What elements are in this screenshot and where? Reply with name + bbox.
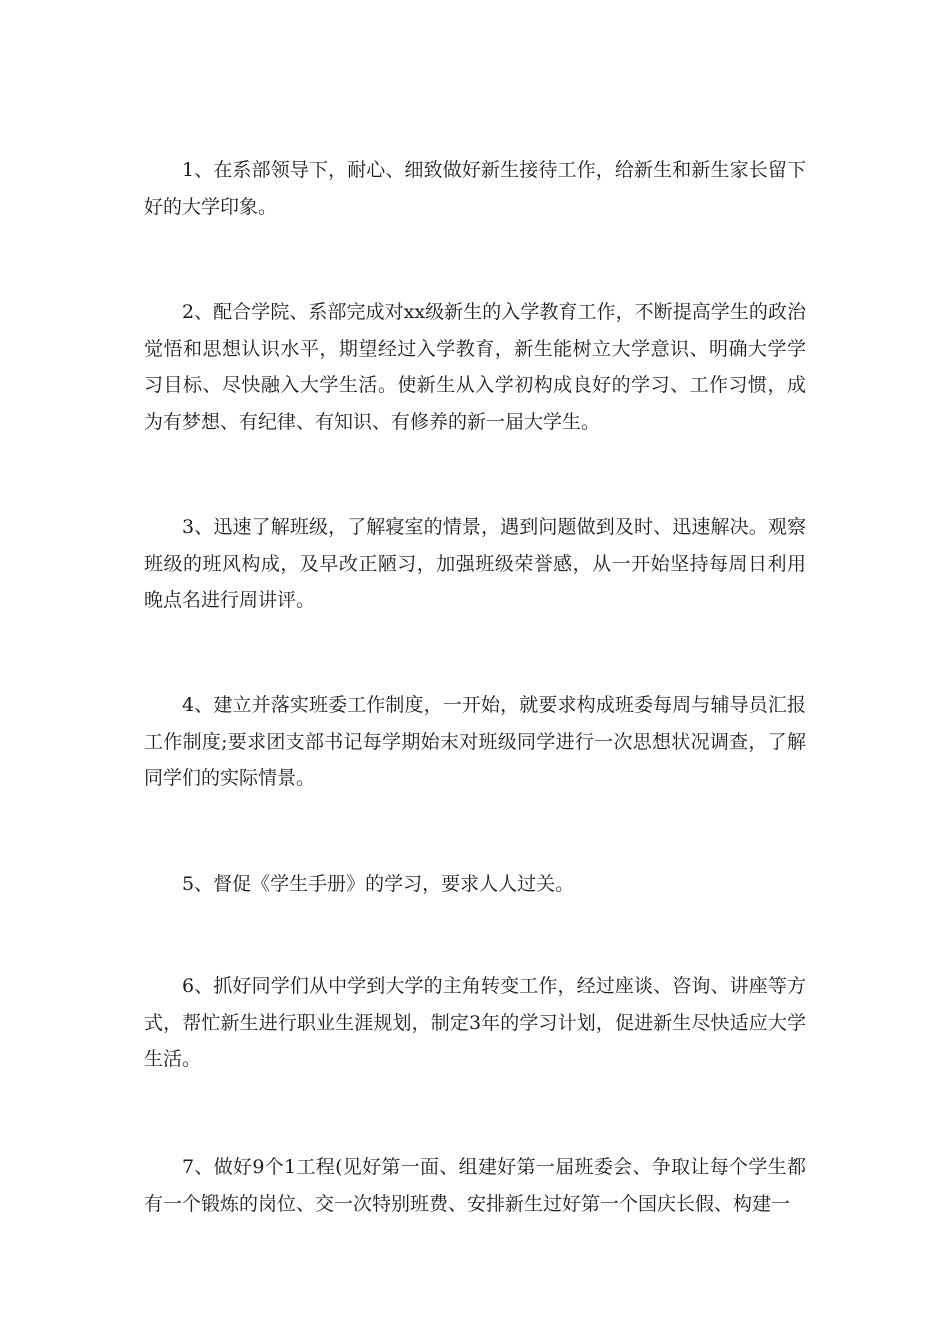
paragraph-3: 3、迅速了解班级，了解寝室的情景，遇到问题做到及时、迅速解决。观察班级的班风构成，及早改正陋习，加强班级荣誉感，从一开始坚持每周日利用晚点名进行周讲评。 bbox=[144, 516, 806, 611]
paragraph-7: 7、做好9个1工程(见好第一面、组建好第一届班委会、争取让每个学生都有一个锻炼的岗位、交一次特别班费、安排新生过好第一个国庆长假、构建一 bbox=[144, 1156, 806, 1215]
paragraph-6: 6、抓好同学们从中学到大学的主角转变工作，经过座谈、咨询、讲座等方式，帮忙新生进行职业生涯规划，制定3年的学习计划，促进新生尽快适应大学生活。 bbox=[144, 975, 806, 1070]
paragraph-5: 5、督促《学生手册》的学习，要求人人过关。 bbox=[182, 873, 575, 895]
paragraph-2: 2、配合学院、系部完成对xx级新生的入学教育工作，不断提高学生的政治觉悟和思想认识水平，期望经过入学教育，新生能树立大学意识、明确大学学习目标、尽快融入大学生活。使新生从入学初构成良好的学习、工作习惯，成为有梦想、有纪律、有知识、有修养的新一届大学生。 bbox=[144, 301, 806, 433]
paragraph-4: 4、建立并落实班委工作制度，一开始，就要求构成班委每周与辅导员汇报工作制度;要求团支部书记每学期始末对班级同学进行一次思想状况调查，了解同学们的实际情景。 bbox=[144, 694, 806, 789]
paragraph-1: 1、在系部领导下，耐心、细致做好新生接待工作，给新生和新生家长留下好的大学印象。 bbox=[144, 159, 806, 218]
